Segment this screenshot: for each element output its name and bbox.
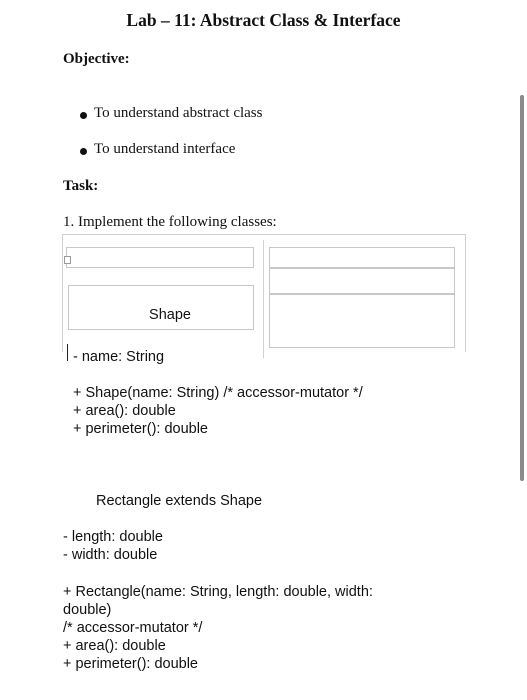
rectangle-method: double) <box>63 602 112 618</box>
task-heading: Task: <box>63 178 99 194</box>
uml-cell[interactable] <box>269 268 455 294</box>
vertical-scrollbar[interactable] <box>520 95 524 481</box>
shape-method: + Shape(name: String) /* accessor-mutator */ <box>73 385 363 401</box>
objective-list <box>80 105 262 177</box>
uml-cell[interactable] <box>66 247 254 268</box>
task-instruction: 1. Implement the following classes: <box>63 214 277 230</box>
shape-attribute: - name: String <box>73 349 165 365</box>
text-cursor <box>67 344 68 361</box>
rectangle-method: + perimeter(): double <box>63 656 198 672</box>
shape-method: + perimeter(): double <box>73 421 208 437</box>
rectangle-attribute: - width: double <box>63 547 158 563</box>
rectangle-attribute: - length: double <box>63 529 163 545</box>
objective-text: To understand interface <box>94 141 236 157</box>
shape-class-name: Shape <box>149 307 191 323</box>
page-title: Lab – 11: Abstract Class & Interface <box>126 10 401 30</box>
list-item <box>80 105 262 141</box>
rectangle-class-name: Rectangle extends Shape <box>96 493 263 509</box>
uml-column-divider <box>263 240 264 358</box>
uml-cell[interactable] <box>269 247 455 268</box>
resize-handle-icon[interactable] <box>64 256 71 264</box>
uml-cell[interactable] <box>269 294 455 348</box>
rectangle-method: + area(): double <box>63 638 166 654</box>
objective-text: To understand abstract class <box>94 105 263 121</box>
list-item <box>80 141 262 177</box>
bullet-icon <box>80 148 87 155</box>
rectangle-method: + Rectangle(name: String, length: double, width: <box>63 584 373 600</box>
rectangle-method: /* accessor-mutator */ <box>63 620 203 636</box>
objective-heading: Objective: <box>63 51 130 67</box>
shape-method: + area(): double <box>73 403 176 419</box>
bullet-icon <box>80 112 87 119</box>
